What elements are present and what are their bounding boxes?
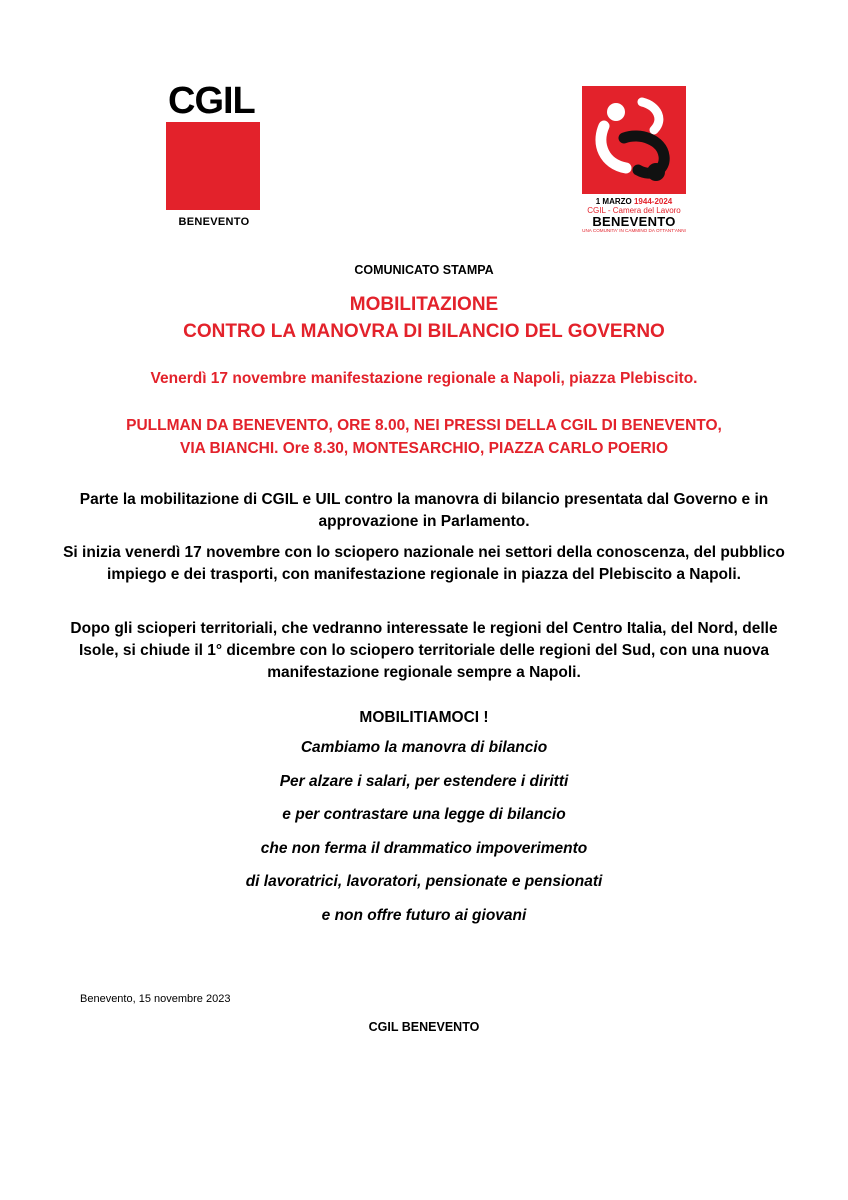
anniversary-years: 1944-2024 [633,197,673,206]
slogan-list [0,737,848,938]
anniversary-date: 1 MARZO [595,197,632,206]
anniversary-org: CGIL - Camera del Lavoro [587,206,681,215]
slogan-line: Cambiamo la manovra di bilancio [300,739,548,756]
slogan-line: Per alzare i salari, per estendere i diritti [279,772,569,790]
slogan-line: e non offre futuro ai giovani [321,906,527,924]
title-line-1: MOBILITAZIONE [349,294,499,315]
cgil-logo [166,82,262,228]
call-to-action: MOBILITIAMOCI ! [359,709,489,726]
anniversary-city: BENEVENTO [592,214,676,229]
title-line-2: CONTRO LA MANOVRA DI BILANCIO DEL GOVERNO [183,321,665,342]
paragraph-3: Dopo gli scioperi territoriali, che vedranno interessate le regioni del Centro Italia, del Nord, delle Isole, si chiude il 1° dicembre con lo sciopero territoriale delle regioni del Sud, con una nuova manifestazione regionale sempre a Napoli. [70,620,778,681]
event-subtitle: Venerdì 17 novembre manifestazione regionale a Napoli, piazza Plebiscito. [150,370,698,387]
anniversary-logo [582,86,686,234]
cgil-logo-word: CGIL [168,80,255,122]
signature: CGIL BENEVENTO [368,1020,480,1034]
press-release-label: COMUNICATO STAMPA [354,263,494,277]
bus-info-line-2: VIA BIANCHI. Ore 8.30, MONTESARCHIO, PIAZZA CARLO POERIO [179,440,668,457]
paragraph-1: Parte la mobilitazione di CGIL e UIL contro la manovra di bilancio presentata dal Governo e in approvazione in Parlamento. [79,491,769,530]
slogan-line: e per contrastare una legge di bilancio [282,806,566,823]
anniversary-emblem-icon [582,86,686,194]
anniversary-tagline: UNA COMUNITA' IN CAMMINO DA OTTANT'ANNI [582,228,686,233]
document-date: Benevento, 15 novembre 2023 [80,993,231,1005]
slogan-line: che non ferma il drammatico impoverimento [260,839,588,857]
cgil-logo-red-square [166,122,260,210]
cgil-logo-city: BENEVENTO [178,216,250,228]
bus-info [0,414,848,460]
document-title [0,291,848,345]
paragraph-2: Si inizia venerdì 17 novembre con lo sciopero nazionale nei settori della conoscenza, del pubblico impiego e dei trasporti, con manifestazione regionale in piazza del Plebiscito a Napoli. [63,544,785,583]
slogan-line: di lavoratrici, lavoratori, pensionate e pensionati [245,873,603,890]
bus-info-line-1: PULLMAN DA BENEVENTO, ORE 8.00, NEI PRESSI DELLA CGIL DI BENEVENTO, [126,417,722,434]
